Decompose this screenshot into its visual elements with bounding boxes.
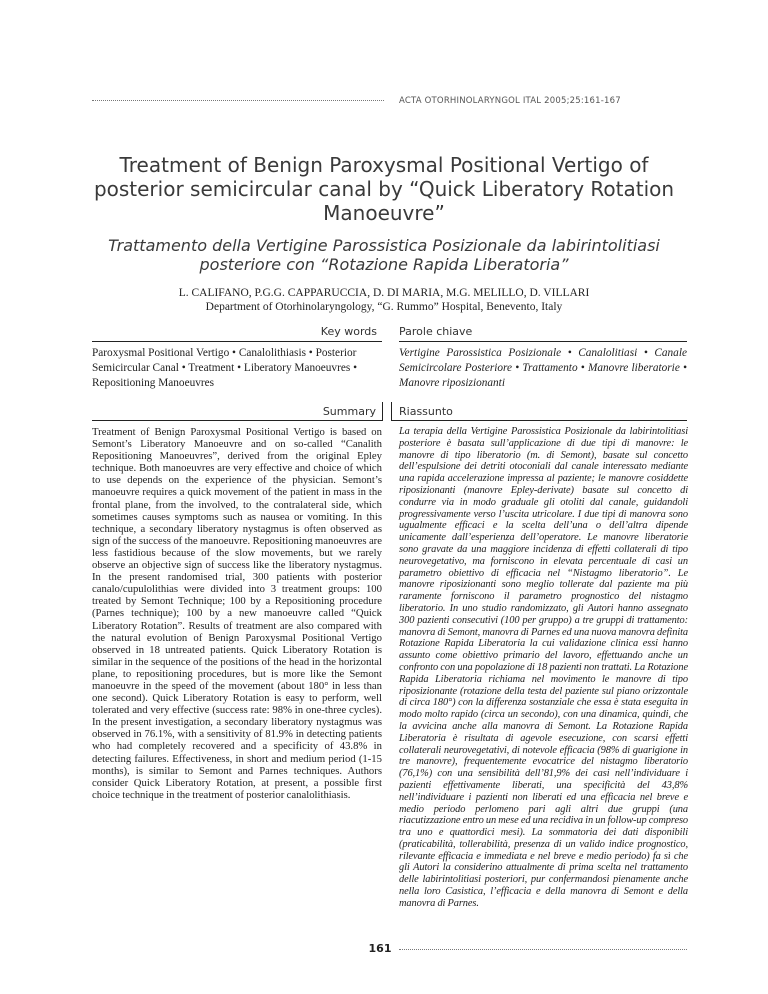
keywords-heading: Key words xyxy=(320,325,377,338)
author-list: L. CALIFANO, P.G.G. CAPPARUCCIA, D. DI MARIA, M.G. MELILLO, D. VILLARI xyxy=(178,287,590,299)
parole-chiave-text: Vertigine Parossistica Posizionale • Canalolitiasi • Canale Semicircolare Posteriore • Trattamento • Manovre liberatorie • Manovre riposizionanti xyxy=(399,347,687,389)
footer-dotted-rule xyxy=(399,949,687,950)
parole-chiave-heading: Parole chiave xyxy=(399,325,473,338)
riassunto-text: La terapia della Vertigine Parossistica Posizionale da labirintolitiasi posteriore è basata sull’applicazione di due tipi di manovre: le manovre di tipo liberatorio (m. di Semont), basate sul concetto dell’espulsione dei detriti otoconiali dal canale interessato mediante una rapida accelerazione impressa al paziente; le manovre cosiddette riposizionanti (manovre Epley-derivate) basate sul concetto di condurre via in modo graduale gli otoliti dal canale, guidandoli progressivamente verso l’uscita utricolare. I due tipi di manovra sono ugualmente efficaci e la scelta dell’una o dell’altra dipende unicamente dall’esperienza dell’operatore. Le manovre liberatorie sono gravate da una maggiore incidenza di effetti collaterali di tipo neurovegetativo, ma forniscono in elevata percentuale di casi un parametro obiettivo di efficacia nel “Nistagmo liberatorio”. Le manovre riposizionanti sono meglio tollerate dal paziente ma più raramente forniscono il parametro prognostico del nistagmo liberatorio. In uno studio randomizzato, gli Autori hanno assegnato 300 pazienti consecutivi (100 per gruppo) a tre gruppi di trattamento: manovra di Semont, manovra di Parnes ed una nuova manovra definita Rotazione Rapida Liberatoria la cui validazione clinica essi hanno assunto come obiettivo primario del lavoro, effettuando anche un confronto con una popolazione di 18 pazienti non trattati. La Rotazione Rapida Liberatoria richiama nel movimento le manovre di tipo riposizionante (rotazione della testa del paziente sul piano orizzontale di circa 180°) con la differenza sostanziale che essa è stata eseguita in modo molto rapido (circa un secondo), con una dinamica, quindi, che la avvicina anche alla manovra di Semont. La Rotazione Rapida Liberatoria è risultata di agevole esecuzione, con scarsi effetti collaterali neurovegetativi, di notevole efficacia (98% di guarigione in tre manovre), frequentemente evocatrice del nistagmo liberatorio (76,1%) con una sensibilità dell’81,9% dei casi nell’individuare i pazienti effettivamente liberati, una specificità del 43,8% nell’individuare i pazienti non liberati ed una efficacia nel breve e medio periodo perlomeno pari agli altri due gruppi (una riacutizzazione entro un mese ed una recidiva in un follow-up compreso tra uno e quattordici mesi). La sommatoria dei dati disponibili (praticabilità, tollerabilità, presenza di un valido indice prognostico, rilevante efficacia e immediata e nel breve e medio periodo) fa sì che gli Autori la considerino attualmente di prima scelta nel trattamento delle labirintolitiasi posteriori, pur confermandosi pienamente anche nella loro Casistica, l’efficacia e della manovra di Semont e della manovra di Parnes. xyxy=(399,426,688,909)
keywords-text: Paroxysmal Positional Vertigo • Canalolithiasis • Posterior Semicircular Canal • Treatment • Liberatory Manoeuvres • Repositioning Manoeuvres xyxy=(92,347,358,389)
riassunto-heading-bar xyxy=(391,402,392,420)
journal-reference: ACTA OTORHINOLARYNGOL ITAL 2005;25:161-167 xyxy=(399,96,621,106)
riassunto-heading: Riassunto xyxy=(399,405,453,418)
keywords-rule xyxy=(92,341,382,342)
article-title-english: Treatment of Benign Paroxysmal Positional Vertigo of posterior semicircular canal by “Quick Liberatory Rotation Manoeuvre” xyxy=(93,153,675,225)
summary-rule xyxy=(92,420,383,421)
parole-chiave-rule xyxy=(399,341,687,342)
article-title-italian: Trattamento della Vertigine Parossistica Posizionale da labirintolitiasi posteriore con “Rotazione Rapida Liberatoria” xyxy=(108,236,660,274)
page-number: 161 xyxy=(368,942,392,955)
summary-heading-bar xyxy=(382,402,383,420)
riassunto-rule xyxy=(391,420,687,421)
summary-heading: Summary xyxy=(322,405,376,418)
header-dotted-rule xyxy=(92,100,384,101)
summary-text: Treatment of Benign Paroxysmal Positional Vertigo is based on Semont’s Liberatory Manoeuvre and on so-called “Canalith Repositioning Manoeuvres”, derived from the original Epley technique. Both manoeuvres are very effective and choice of which to use depends on the experience of the physician. Semont’s manoeuvre requires a quick movement of the patient in mass in the frontal plane, from the involved, to the contralateral side, which sometimes causes symptoms such as nausea or vomiting. In this technique, a secondary liberatory nystagmus is often observed as sign of the success of the manoeuvre. Repositioning manoeuvres are less fastidious because of the slow movements, but we rarely observe an objective sign of success like the liberatory nystagmus. In the present randomised trial, 300 patients with posterior canalo/cupulolithias were divided into 3 treatment groups: 100 treated by Semont Technique; 100 by a Repositioning procedure (Parnes technique); 100 by a new manoeuvre called “Quick Liberatory Rotation”. Results of treatment are also compared with the natural evolution of Benign Paroxysmal Positional Vertigo observed in 18 untreated patients. Quick Liberatory Rotation is similar in the sequence of the positions of the head in the horizontal plane, to repositioning procedures, but is more like the Semont manoeuvre in the speed of the movement (about 180° in less than one second). Quick Liberatory Rotation is easy to perform, well tolerated and very effective (success rate: 98% in one-three cycles). In the present investigation, a secondary liberatory nystagmus was observed in 76.1%, with a sensitivity of 81.9% in detecting patients who had completely recovered and a specificity of 43.8% in detecting failures. Effectiveness, in short and medium period (1-15 months), is similar to Semont and Parnes techniques. Authors consider Quick Liberatory Rotation, at present, a possible first choice technique in the treatment of posterior canalolithiasis. xyxy=(92,426,382,801)
affiliation: Department of Otorhinolaryngology, “G. Rummo” Hospital, Benevento, Italy xyxy=(205,301,563,313)
